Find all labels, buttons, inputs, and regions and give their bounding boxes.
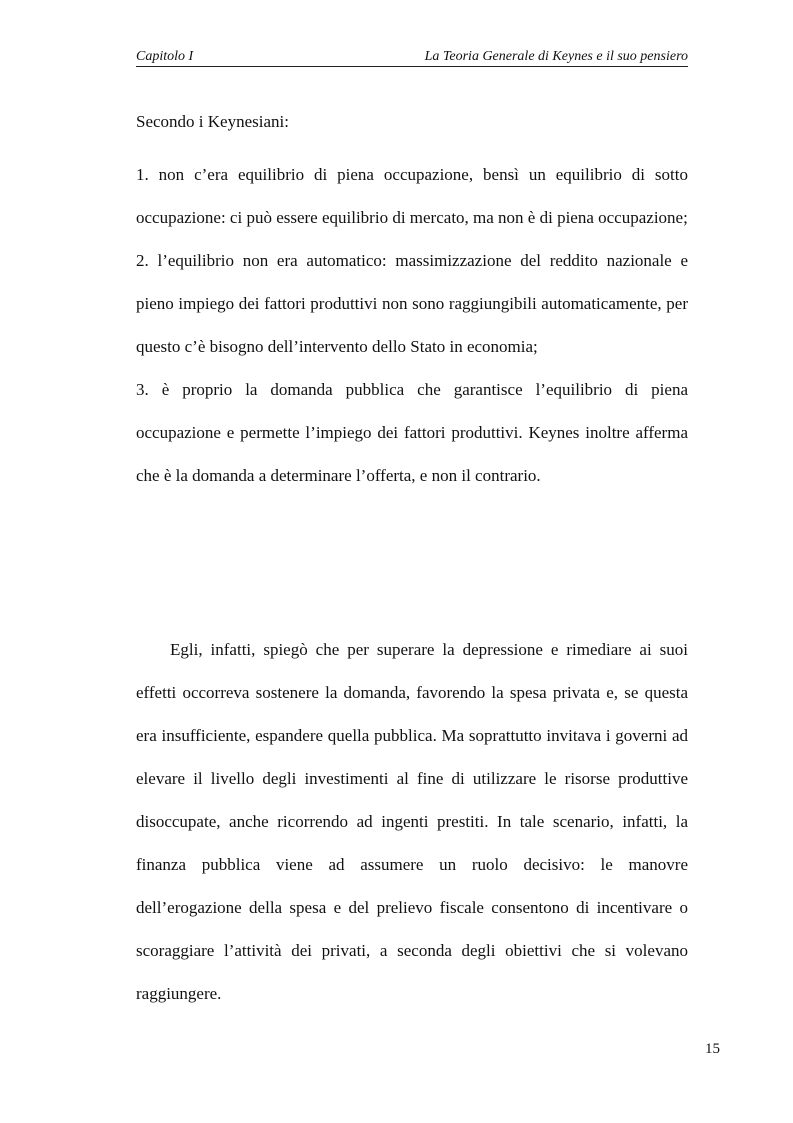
running-header [136, 48, 688, 67]
header-title: La Teoria Generale di Keynes e il suo pensiero [424, 49, 688, 64]
intro-text: Secondo i Keynesiani: [136, 112, 289, 131]
page-number: 15 [705, 1041, 720, 1057]
list-item: 1. non c’era equilibrio di piena occupazione, bensì un equilibrio di sotto occupazione: ci può essere equilibrio di mercato, ma non è di piena occupazione; [136, 165, 688, 227]
chapter-label: Capitolo I [136, 49, 194, 64]
body-paragraph: Egli, infatti, spiegò che per superare la depressione e rimediare ai suoi effetti occorreva sostenere la domanda, favorendo la spesa privata e, se questa era insufficiente, espandere quella pubblica. Ma soprattutto invitava i governi ad elevare il livello degli investimenti al fine di utilizzare le risorse produttive disoccupate, anche ricorrendo ad ingenti prestiti. In tale scenario, infatti, la finanza pubblica viene ad assumere un ruolo decisivo: le manovre dell’erogazione della spesa e del prelievo fiscale consentono di incentivare o scoraggiare l’attività dei privati, a seconda degli obiettivi che si volevano raggiungere. [136, 640, 688, 1003]
numbered-list [136, 153, 688, 497]
list-item: 3. è proprio la domanda pubblica che garantisce l’equilibrio di piena occupazione e permette l’impiego dei fattori produttivi. Keynes inoltre afferma che è la domanda a determinare l’offerta, e non il contrario. [136, 380, 688, 485]
list-item: 2. l’equilibrio non era automatico: massimizzazione del reddito nazionale e pieno impiego dei fattori produttivi non sono raggiungibili automaticamente, per questo c’è bisogno dell’intervento dello Stato in economia; [136, 251, 688, 356]
